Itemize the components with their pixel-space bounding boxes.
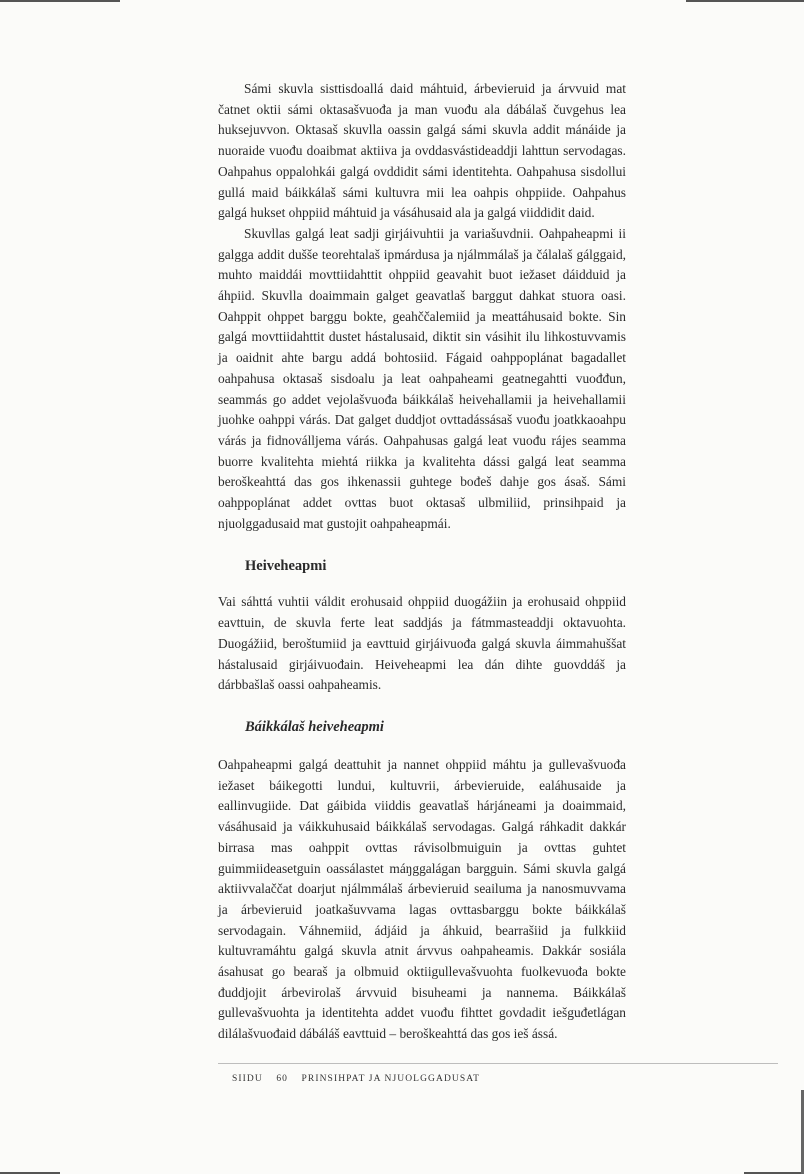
body-paragraph: Sámi skuvla sisttisdoallá daid máhtuid, árbevieruid ja árvvuid mat čatnet oktii sámi oktasašvuođa ja man vuođu ala dábálaš čuvgehus lea huksejuvvon. Oktasaš skuvlla oassin galgá sámi skuvla addit mánáide ja nuoraide vuođu doaibmat aktiiva ja ovddasvástideaddji lahttun servodagas. Oahpahus oppalohkái galgá ovddidit sámi identitehta. Oahpahusa sisdollui gullá maid báikkálaš sámi kultuvra mii lea oahpis ohppiide. Oahpahus galgá hukset ohppiid máhtuid ja vásáhusaid ala ja galgá viiddidit daid. (218, 81, 626, 221)
text-column (218, 79, 626, 1045)
page-number: 60 (276, 1074, 289, 1084)
section-heading: Heiveheapmi (245, 558, 327, 575)
footer-rule (218, 1063, 778, 1064)
page-footer (232, 1074, 490, 1084)
scan-edge-mark (686, 0, 804, 2)
body-paragraph: Vai sáhttá vuhtii váldit erohusaid ohppiid duogážiin ja erohusaid ohppiid eavttuin, de skuvla ferte leat saddjás ja fátmmasteaddji oktavuohta. Duogážiid, beroštumiid ja eavttuid girjáivuođa galgá skuvla áimmahuššat hástalusaid girjáivuođain. Heiveheapmi lea dán dihte guovddáš ja dárbbašlaš oassi oahpaheamis. (218, 594, 626, 693)
body-paragraph: Oahpaheapmi galgá deattuhit ja nannet ohppiid máhtu ja gullevašvuođa iežaset báikegotti lundui, kultuvrii, árbevieruide, ealáhusaide ja eallinvugiide. Dat gáibida viiddis geavatlaš hárjáneami ja doaimmaid, vásáhusaid ja váikkuhusaid báikkálaš servodagas. Galgá ráhkadit dakkár birrasa mas oahppit ovttas rávisolbmuiguin ja ovttas guhtet guimmiideasetguin oassálastet máŋggalágan bargguin. Sámi skuvla galgá aktiivvalaččat doarjut njálmmálaš árbevieruid seailuma ja nanosmuvvama ja árbevieruid joatkašuvvama lagas ovttasbarggu bokte báikkálaš servodagain. Váhnemiid, ádjáid ja áhkuid, bearrašiid ja fulkkiid kultuvramáhtu galgá skuvla atnit árvvus oahpaheamis. Dakkár sosiála ásahusat go bearaš ja olbmuid oktiigullevašvuohta fuolkevuođa bokte đuddjojit árbevirolaš árvvuid bisuheami ja nannema. Báikkálaš gullevašvuohta ja identitehta addet vuođu fihttet govdadit iešguđetlágan dilálašvuođaid dábáláš eavttuid – beroškeahttá das gos ieš ássá. (218, 756, 626, 1042)
footer-label: SIIDU (232, 1074, 263, 1084)
footer-title: PRINSIHPAT JA NJUOLGGADUSAT (301, 1074, 481, 1084)
subsection-heading: Báikkálaš heiveheapmi (245, 718, 384, 735)
body-paragraph: Skuvllas galgá leat sadji girjáivuhtii ja variašuvdnii. Oahpaheapmi ii galgga addit dušše teorehtalaš ipmárdusa ja njálmmálaš ja čálalaš gálggaid, muhto maiddái movttiidahttit ohppiid geavahit buot iežaset dáidduid ja áhpiid. Skuvlla doaimmain galget geavatlaš barggut dahkat stuora oasi. Oahppit ohppet barggu bokte, geahččalemiid ja meattáhusaid bokte. Sin galgá movttiidahttit dustet hástalusaid, diktit sin vásihit ilu lihkostuvvamis ja oaidnit ahte bargu addá bohtosiid. Fágaid oahppoplánat bagadallet oahpahusa oktasaš sisdoalu ja leat oahpaheami geatnegahtti vuođđun, seammás go addet vejolašvuođa báikkálaš heivehallamii ja heivehallamii juohke oahppi várás. Dat galget duddjot ovttadássásaš vuođu joatkkaoahpu várás ja fidnoválljema várás. Oahpahusas galgá leat vuođu rájes seamma buorre kvalitehta miehtá riikka ja kvalitehta dássi galgá leat seamma beroškeahttá das gos ihkenassii guhtege bođeš dahje gos ásaš. Sámi oahppoplánat addet ovttas buot oktasaš ulbmiliid, prinsihpaid ja njuolggadusaid mat gustojit oahpaheapmái. (218, 225, 626, 531)
scan-edge-mark (0, 0, 120, 2)
